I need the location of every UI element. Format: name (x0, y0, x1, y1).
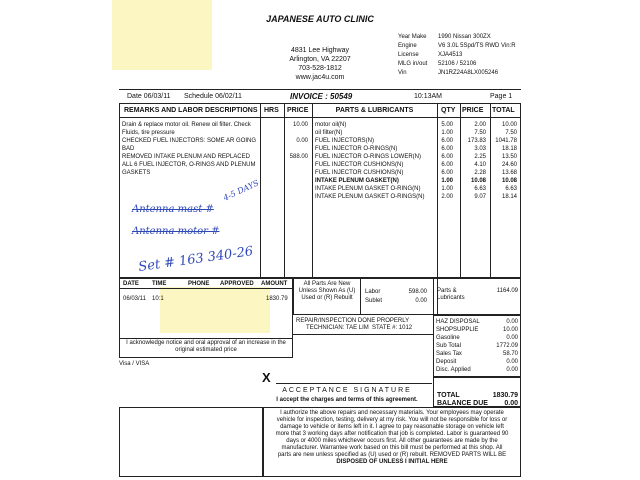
invoice-number: INVOICE : 50549 (290, 92, 353, 101)
parts-line: FUEL INJECTOR O-RINGS LOWER(N) 6.00 2.25 13.50 (315, 154, 517, 160)
inspection-statement: REPAIR/INSPECTION DONE PROPERLY (296, 318, 410, 324)
invoice-date: Date 06/03/11 (127, 93, 171, 100)
totals-row: Gasoline 0.00 (436, 335, 518, 341)
card-imprint-box (119, 407, 263, 477)
totals-row: Sales Tax 58.70 (436, 351, 518, 357)
page-number: Page 1 (490, 93, 513, 100)
shop-name: JAPANESE AUTO CLINIC (266, 14, 374, 24)
shop-website: www.jac4u.com (295, 74, 345, 81)
parts-line: FUEL INJECTOR CUSHIONS(N) 6.00 2.28 13.68 (315, 170, 517, 176)
labor-line: Fluids, tire pressure (122, 130, 175, 136)
state-inspector-number: STATE #: 1012 (372, 325, 413, 331)
labor-price-header: PRICE (287, 107, 309, 114)
payment-date: 06/03/11 (123, 296, 146, 302)
totals-row: HAZ DISPOSAL 0.00 (436, 319, 518, 325)
sticky-note-top (112, 0, 212, 70)
acceptance-signature-title: ACCEPTANCE SIGNATURE (282, 387, 412, 394)
handwritten-note-set: Set # 163 340-26 (137, 244, 255, 275)
labor-header: REMARKS AND LABOR DESCRIPTIONS (124, 107, 258, 114)
totals-row: Sub Total 1772.09 (436, 343, 518, 349)
parts-line: FUEL INJECTOR CUSHIONS(N) 6.00 4.10 24.60 (315, 162, 517, 168)
parts-lines (315, 122, 519, 206)
total-label: TOTAL (437, 392, 460, 399)
parts-line: FUEL INJECTOR O-RINGS(N) 6.00 3.03 18.18 (315, 146, 517, 152)
vehicle-label-vin: Vin (398, 70, 407, 76)
used-parts-notice: All Parts Are New Unless Shown As (U) Used or (R) Rebuilt (298, 281, 356, 301)
price-increase-ack: I acknowledge notice and oral approval of an increase in the original estimated price (126, 340, 286, 353)
parts-price-header: PRICE (462, 107, 484, 114)
labor-line: GASKETS (122, 170, 151, 176)
vehicle-label-engine: Engine (398, 43, 417, 49)
vehicle-label-mileage: MLG in/out (398, 61, 428, 67)
labor-line: ALL 6 FUEL INJECTOR, O-RINGS AND PLENUM (122, 162, 256, 168)
shop-phone: 703-528-1812 (298, 65, 342, 72)
shop-address-2: Arlington, VA 22207 (289, 56, 351, 63)
qty-header: QTY (441, 107, 456, 114)
schedule-date: Schedule 06/02/11 (184, 93, 242, 100)
payment-header-date: DATE (123, 281, 139, 287)
parts-line: motor oil(N) 5.00 2.00 10.00 (315, 122, 517, 128)
hrs-header: HRS (264, 107, 279, 114)
vehicle-year-make: 1990 Nissan 300ZX (438, 34, 491, 40)
labor-line: BAD (122, 146, 135, 152)
totals-row: Deposit 0.00 (436, 359, 518, 365)
balance-due-label: BALANCE DUE (437, 400, 488, 407)
sublet-label: Sublet (365, 298, 383, 304)
vehicle-label-license: License (398, 52, 419, 58)
parts-summary-label: Parts & Lubricants (437, 288, 465, 301)
signature-x: X (262, 370, 271, 385)
shop-address-1: 4831 Lee Highway (291, 47, 349, 54)
labor-line: REMOVED INTAKE PLENUM AND REPLACED 588.00 (122, 154, 308, 160)
vehicle-license: XJA4513 (438, 52, 463, 58)
vehicle-label-year: Year Make (398, 34, 427, 40)
parts-line: INTAKE PLENUM GASKET O-RINGS(N) 2.00 9.07 18.14 (315, 194, 517, 200)
payment-header-time: TIME (152, 281, 167, 287)
card-type: Visa / VISA (119, 361, 150, 367)
payment-header-phone: PHONE (188, 281, 210, 287)
labor-line: Drain & replace motor oil. Renew oil filter. Check 10.00 (122, 122, 308, 128)
authorization-terms: I authorize the above repairs and necessary materials. Your employees may operate vehicle for inspection, testing, delivery at my risk. You will not be responsible for loss or damage to vehicle or items left in it. I agree to pay reasonable storage on vehicle left more that 3 working days after notification that job is completed. Labor is guaranteed 90 days or 4000 miles whichever occurs first. All other guarantees are made by the manufacturer. Warrantee work based on this bill must be performed at this shop. All parts are new unless specified as (U) used or (R) rebuilt. REMOVED PARTS WILL BE DISPOSED OF UNLESS I INITIAL HERE (275, 410, 509, 465)
technician: TECHNICIAN: TAE LIM (306, 325, 369, 331)
labor-total-label: Labor (365, 289, 381, 295)
vehicle-vin: JN1RZ24A8LX005246 (438, 70, 499, 76)
acceptance-statement: I accept the charges and terms of this agreement. (276, 397, 418, 403)
totals-row: SHOPSUPPLIE 10.00 (436, 327, 518, 333)
total-header: TOTAL (492, 107, 515, 114)
totals-row: Disc. Applied 0.00 (436, 367, 518, 373)
payment-amount: 1830.79 (266, 296, 288, 302)
labor-line: CHECKED FUEL INJECTORS: SOME AR GOING 0.00 (122, 138, 308, 144)
signature-line (276, 383, 432, 384)
handwritten-note-days: 4-5 DAYS (221, 178, 261, 203)
parts-header: PARTS & LUBRICANTS (335, 107, 414, 114)
payment-header-amount: AMOUNT (261, 281, 288, 287)
labor-lines (122, 122, 308, 182)
parts-line: INTAKE PLENUM GASKET(N) 1.00 10.08 10.08 (315, 178, 517, 184)
parts-line: FUEL INJECTORS(N) 6.00 173.83 1041.78 (315, 138, 517, 144)
handwritten-note-antenna-motor: Antenna motor # (132, 226, 220, 237)
invoice-time: 10:13AM (414, 93, 443, 100)
parts-line: INTAKE PLENUM GASKET O-RING(N) 1.00 6.63 6.63 (315, 186, 517, 192)
balance-due-value: 0.00 (504, 400, 518, 407)
handwritten-note-antenna-mast: Antenna mast # (132, 204, 214, 215)
payment-header-approved: APPROVED (220, 281, 254, 287)
labor-total-value: 598.00 (408, 289, 427, 295)
parts-line: oil filter(N) 1.00 7.50 7.50 (315, 130, 517, 136)
parts-summary-value: 1164.09 (496, 288, 518, 294)
vehicle-mileage: 52106 / 52106 (438, 61, 477, 67)
payment-time: 10:1 (152, 296, 164, 302)
sublet-value: 0.00 (415, 298, 427, 304)
total-value: 1830.79 (492, 392, 518, 399)
vehicle-engine: V6 3.0L 5Spd/TS RWD Vin:R (438, 43, 516, 49)
